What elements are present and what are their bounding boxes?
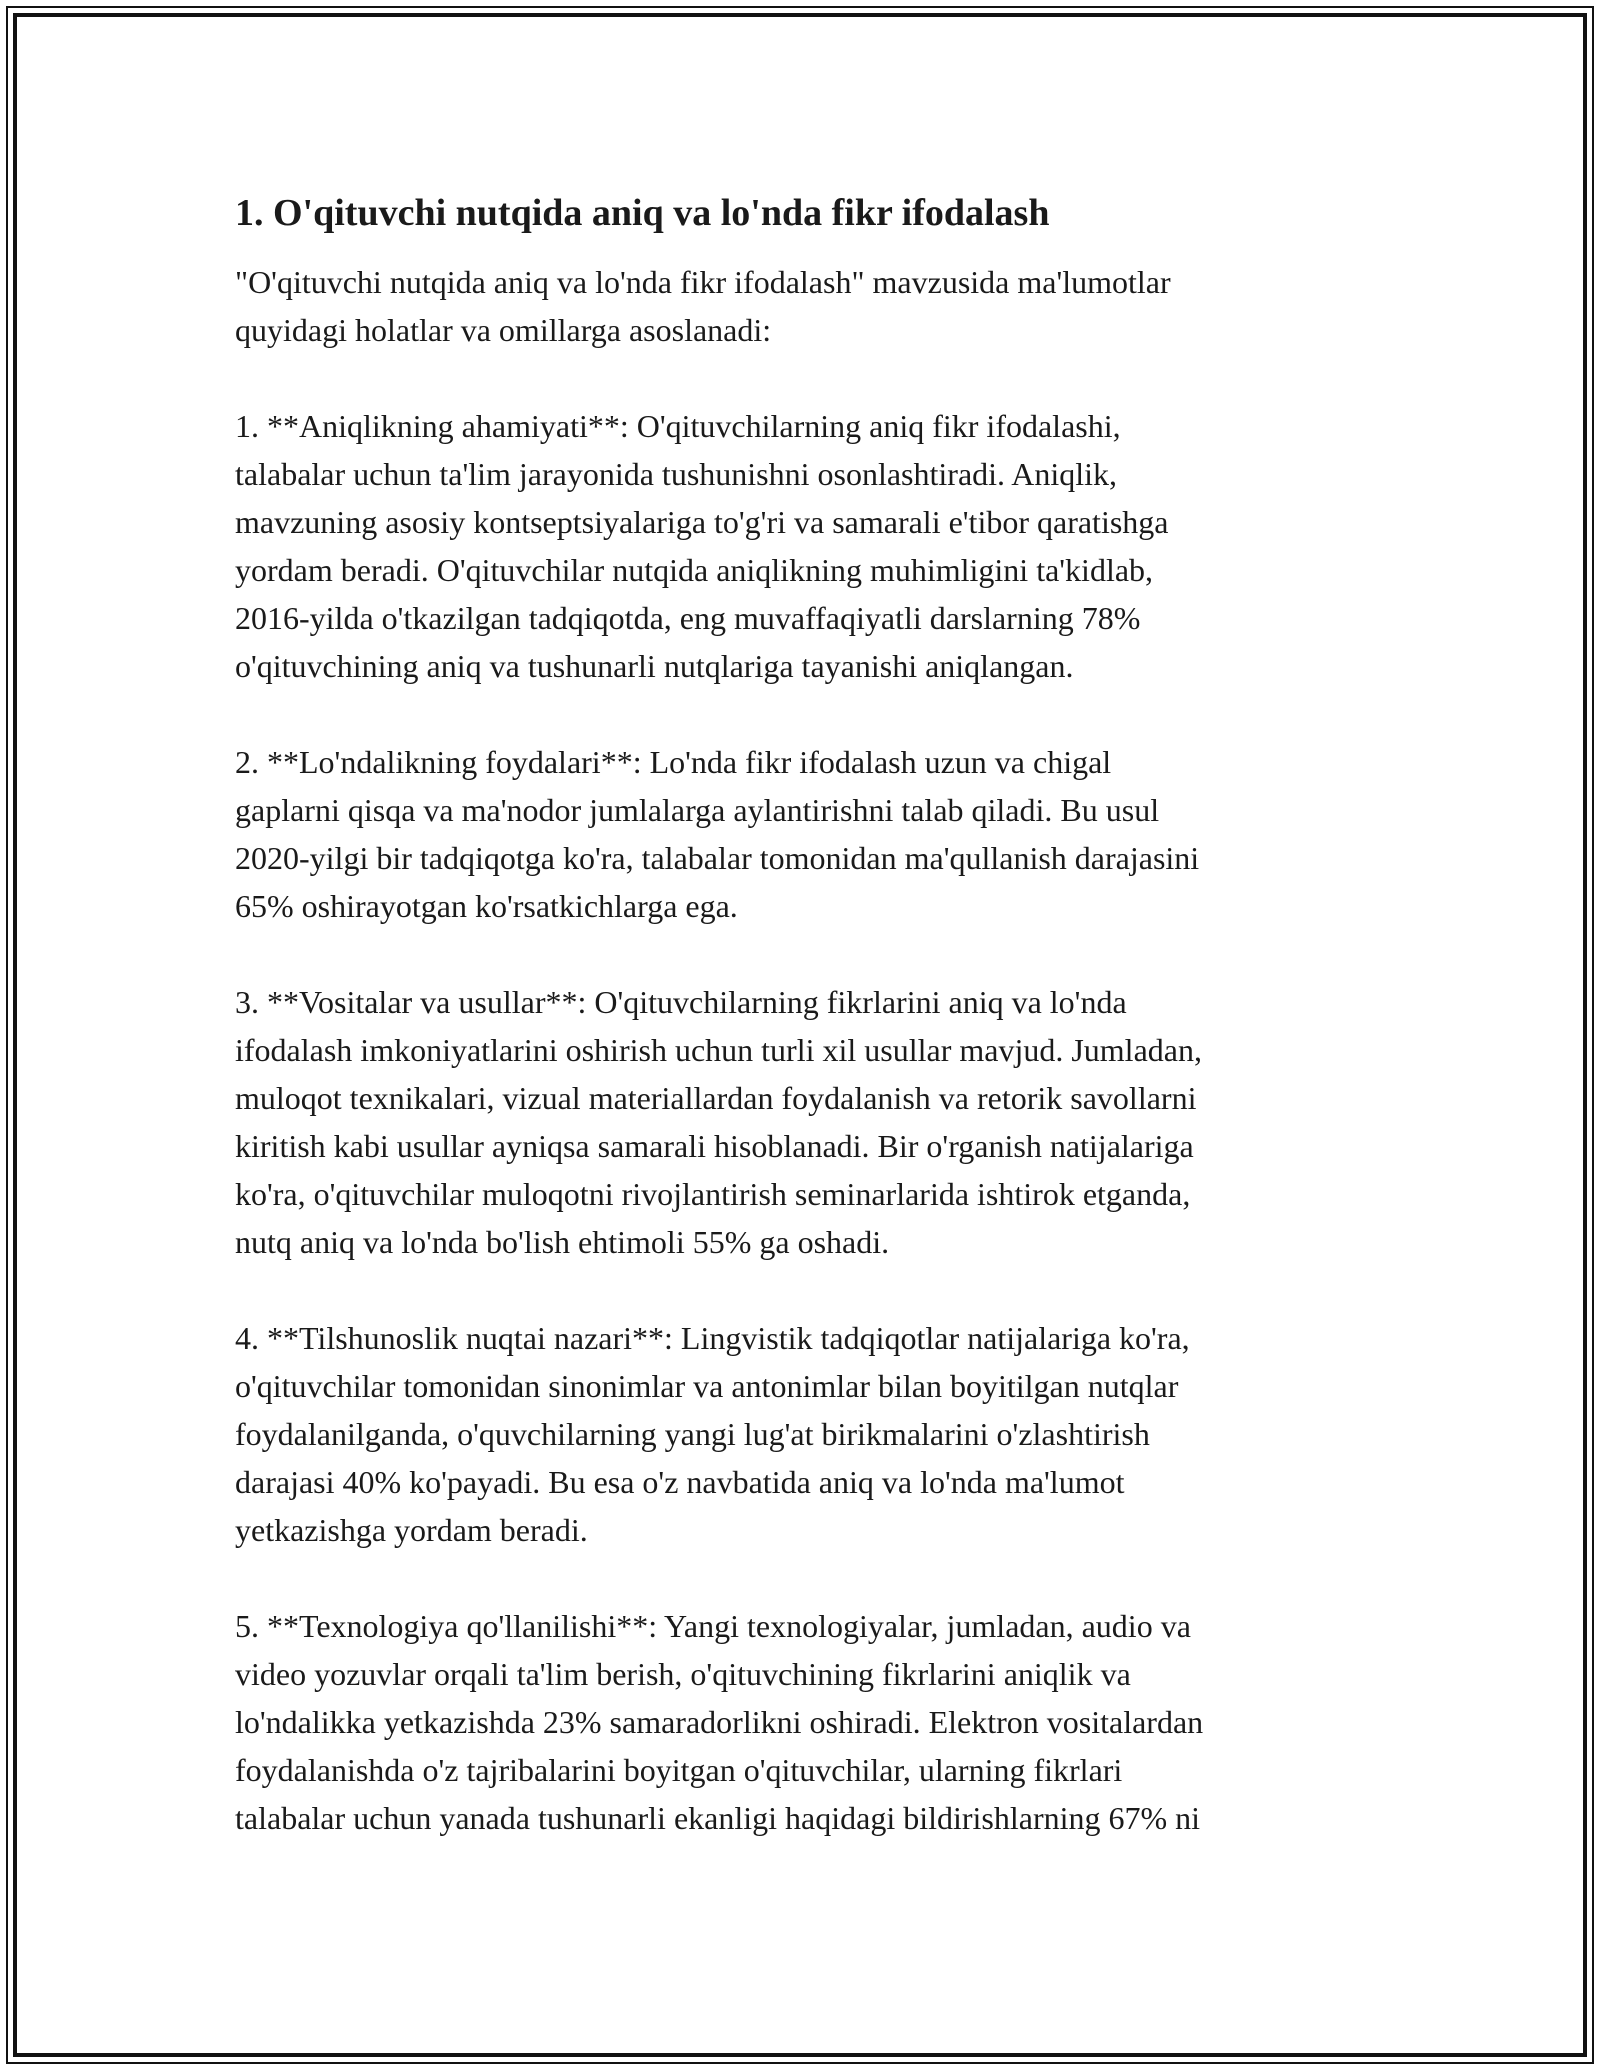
paragraph	[235, 1602, 1365, 1842]
paragraph-line: o'qituvchining aniq va tushunarli nutqlariga tayanishi aniqlangan.	[235, 648, 1074, 684]
paragraph-list	[235, 258, 1365, 1842]
paragraph-line: quyidagi holatlar va omillarga asoslanadi:	[235, 312, 772, 348]
paragraph-line: yetkazishga yordam beradi.	[235, 1512, 588, 1548]
paragraph-line: lo'ndalikka yetkazishda 23% samaradorlikni oshiradi. Elektron vositalardan	[235, 1704, 1204, 1740]
paragraph-line: 2020-yilgi bir tadqiqotga ko'ra, talabalar tomonidan ma'qullanish darajasini	[235, 840, 1200, 876]
paragraph-line: darajasi 40% ko'payadi. Bu esa o'z navbatida aniq va lo'nda ma'lumot	[235, 1464, 1125, 1500]
paragraph-line: ifodalash imkoniyatlarini oshirish uchun turli xil usullar mavjud. Jumladan,	[235, 1032, 1202, 1068]
paragraph-line: 2. **Lo'ndalikning foydalari**: Lo'nda fikr ifodalash uzun va chigal	[235, 744, 1112, 780]
paragraph	[235, 402, 1365, 690]
paragraph-line: talabalar uchun yanada tushunarli ekanligi haqidagi bildirishlarning 67% ni	[235, 1800, 1201, 1836]
paragraph-line: "O'qituvchi nutqida aniq va lo'nda fikr ifodalash" mavzusida ma'lumotlar	[235, 264, 1171, 300]
paragraph-line: mavzuning asosiy kontseptsiyalariga to'g'ri va samarali e'tibor qaratishga	[235, 504, 1169, 540]
paragraph-line: o'qituvchilar tomonidan sinonimlar va antonimlar bilan boyitilgan nutqlar	[235, 1368, 1179, 1404]
paragraph-line: talabalar uchun ta'lim jarayonida tushunishni osonlashtiradi. Aniqlik,	[235, 456, 1118, 492]
paragraph-line: 5. **Texnologiya qo'llanilishi**: Yangi texnologiyalar, jumladan, audio va	[235, 1608, 1191, 1644]
paragraph	[235, 1314, 1365, 1554]
paragraph-line: 1. **Aniqlikning ahamiyati**: O'qituvchilarning aniq fikr ifodalashi,	[235, 408, 1121, 444]
paragraph-line: ko'ra, o'qituvchilar muloqotni rivojlantirish seminarlarida ishtirok etganda,	[235, 1176, 1191, 1212]
paragraph-line: muloqot texnikalari, vizual materiallardan foydalanish va retorik savollarni	[235, 1080, 1197, 1116]
document-body	[235, 188, 1365, 1890]
paragraph-line: foydalanilganda, o'quvchilarning yangi lug'at birikmalarini o'zlashtirish	[235, 1416, 1150, 1452]
paragraph-line: video yozuvlar orqali ta'lim berish, o'qituvchining fikrlarini aniqlik va	[235, 1656, 1131, 1692]
paragraph-line: yordam beradi. O'qituvchilar nutqida aniqlikning muhimligini ta'kidlab,	[235, 552, 1154, 588]
paragraph-line: nutq aniq va lo'nda bo'lish ehtimoli 55% ga oshadi.	[235, 1224, 890, 1260]
paragraph-line: 65% oshirayotgan ko'rsatkichlarga ega.	[235, 888, 738, 924]
paragraph-line: kiritish kabi usullar ayniqsa samarali hisoblanadi. Bir o'rganish natijalariga	[235, 1128, 1194, 1164]
paragraph-line: 3. **Vositalar va usullar**: O'qituvchilarning fikrlarini aniq va lo'nda	[235, 984, 1127, 1020]
paragraph	[235, 258, 1365, 354]
paragraph	[235, 738, 1365, 930]
paragraph-line: 2016-yilda o'tkazilgan tadqiqotda, eng muvaffaqiyatli darslarning 78%	[235, 600, 1141, 636]
paragraph	[235, 978, 1365, 1266]
paragraph-line: 4. **Tilshunoslik nuqtai nazari**: Lingvistik tadqiqotlar natijalariga ko'ra,	[235, 1320, 1190, 1356]
section-heading: 1. O'qituvchi nutqida aniq va lo'nda fikr ifodalash	[235, 192, 1050, 234]
paragraph-line: foydalanishda o'z tajribalarini boyitgan o'qituvchilar, ularning fikrlari	[235, 1752, 1123, 1788]
paragraph-line: gaplarni qisqa va ma'nodor jumlalarga aylantirishni talab qiladi. Bu usul	[235, 792, 1160, 828]
